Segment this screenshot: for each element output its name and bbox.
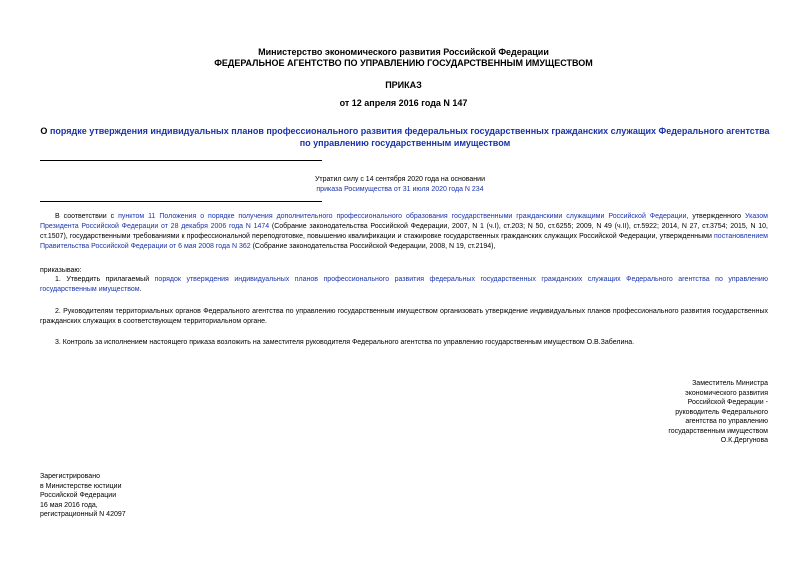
registration-number: регистрационный N 42097 [40, 511, 126, 518]
lost-force-link[interactable]: приказа Росимущества от 31 июля 2020 года N 234 [316, 186, 484, 193]
signature-line: государственным имуществом [668, 427, 768, 435]
clause-3: 3. Контроль за исполнением настоящего приказа возложить на заместителя руководителя Федерального агентства по управлению государственным имуществом О.В.Забелина. [55, 339, 635, 346]
preamble-link-regulation[interactable]: пунктом 11 Положения о порядке получения дополнительного профессионального образования государственными гражданскими служащими Российской Федерации [118, 213, 687, 220]
document-title-link[interactable]: порядке утверждения индивидуальных планов профессионального развития федеральных государственных гражданских служащих Федерального агентства по управлению государственным имуществом [49, 126, 770, 148]
preamble-link-resolution[interactable]: постановлением Правительства Российской Федерации от 6 мая 2008 года N 362 [40, 233, 768, 250]
preamble-text-2: , утвержденного [686, 213, 745, 220]
ministry-name: Министерство экономического развития Российской Федерации [258, 47, 549, 57]
registration-line: Зарегистрировано [40, 473, 100, 480]
registration-line: Российской Федерации [40, 492, 117, 499]
preamble-text-1: В соответствии с [55, 213, 119, 220]
preamble-link-decree[interactable]: Указом Президента Российской Федерации от 28 декабря 2006 года N 1474 [40, 213, 768, 230]
preamble-paragraph [40, 212, 768, 252]
registration-line: в Министерстве юстиции [40, 482, 122, 490]
document-title-prefix: О [40, 126, 50, 136]
clause-2: 2. Руководителям территориальных органов Федерального агентства по управлению государственным имуществом организовать утверждение индивидуальных планов профессионального развития государственных гражданских служащих в соответствующем территориальном органе. [40, 308, 768, 325]
signature-line: руководитель Федерального [675, 408, 768, 416]
registration-line: 16 мая 2016 года, [40, 501, 98, 509]
signature-block [560, 379, 768, 446]
lost-force-text: Утратил силу с 14 сентября 2020 года на основании [314, 176, 485, 183]
order-word: приказываю: [40, 267, 82, 274]
signature-line: агентства по управлению [685, 418, 768, 425]
divider-top [40, 160, 322, 161]
document-header [0, 47, 807, 69]
order-date: от 12 апреля 2016 года N 147 [339, 98, 468, 108]
document-title [40, 125, 770, 149]
registration-block [40, 472, 240, 520]
clause-1-text: 1. Утвердить прилагаемый [55, 276, 155, 283]
lost-force-note [250, 175, 550, 195]
clause-1-link[interactable]: порядок утверждения индивидуальных планов профессионального развития федеральных государственных гражданских служащих Федерального агентства по управлению государственным имуществом [40, 276, 769, 293]
signature-line: Заместитель Министра [692, 380, 768, 387]
clause-1 [40, 275, 768, 295]
order-title: ПРИКАЗ [385, 80, 422, 90]
preamble-text-3: (Собрание законодательства Российской Федерации, 2007, N 1 (ч.I), ст.203; N 50, ст.6255; 2009, N 49 (ч.II), ст.5922; 2014, N 27, ст.3754; 2015, N 10, ст.1507), государственными требованиями к профессиональной переподготовке, повышению квалификации и стажировке государственных гражданских служащих Российской Федерации, утвержденными [40, 223, 768, 240]
clause-1-end: . [139, 286, 142, 293]
signatory-name: О.К.Дергунова [720, 437, 768, 444]
signature-line: Российской Федерации - [687, 399, 768, 406]
divider-bottom [40, 201, 322, 202]
signature-line: экономического развития [685, 389, 768, 397]
preamble-text-4: (Собрание законодательства Российской Федерации, 2008, N 19, ст.2194), [250, 243, 496, 250]
agency-name: ФЕДЕРАЛЬНОЕ АГЕНТСТВО ПО УПРАВЛЕНИЮ ГОСУДАРСТВЕННЫМ ИМУЩЕСТВОМ [214, 58, 593, 68]
